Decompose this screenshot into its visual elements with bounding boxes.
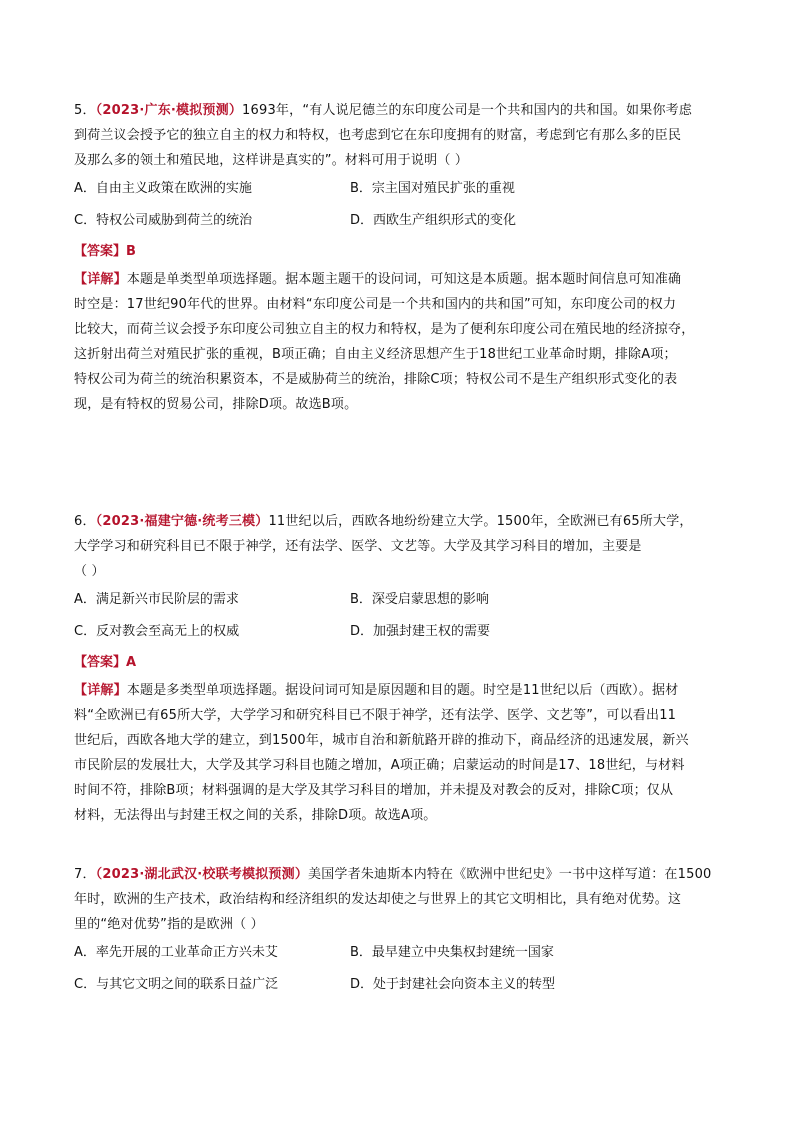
detail-line: 比较大，而荷兰议会授予东印度公司独立自主的权力和特权，是为了便利东印度公司在殖民地的经济掠夺， [74,322,695,337]
question-number: 7． [74,867,96,882]
detail-line: 世纪后，西欧各地大学的建立，到1500年，城市自治和新航路开辟的推动下，商品经济的迅速发展，新兴 [74,733,689,748]
answer-line [74,237,734,267]
question-stem-text: 1693年，“有人说尼德兰的东印度公司是一个共和国内的共和国。如果你考虑 [242,103,693,118]
option-a: A．满足新兴市民阶层的需求 [74,592,239,607]
option-a: A．率先开展的工业革命正方兴未艾 [74,945,278,960]
option-c: C．反对教会至高无上的权威 [74,624,240,639]
option-b: B．最早建立中央集权封建统一国家 [350,945,554,960]
option-c: C．特权公司威胁到荷兰的统治 [74,213,253,228]
question-stem-line: 年时，欧洲的生产技术，政治结构和经济组织的发达却使之与世界上的其它文明相比，具有绝对优势。这 [74,892,682,907]
detail-line: 特权公司为荷兰的统治积累资本，不是威胁荷兰的统治，排除C项；特权公司不是生产组织形式变化的表 [74,372,678,387]
option-row [74,584,734,616]
answer-label: 【答案】 [74,655,127,670]
option-row [74,616,734,648]
option-row [74,969,734,1001]
detail-line [74,678,734,703]
option-b: B．深受启蒙思想的影响 [350,592,489,607]
option-row [74,937,734,969]
detail-text: 本题是多类型单项选择题。据设问词可知是原因题和目的题。时空是11世纪以后（西欧）。据材 [126,683,679,698]
detail-line: 这折射出荷兰对殖民扩张的重视，B项正确；自由主义经济思想产生于18世纪工业革命时期，排除A项； [74,347,677,362]
question-stem-line: （ ） [74,564,105,579]
question-stem-line: 大学学习和研究科目已不限于神学，还有法学、医学、文艺等。大学及其学习科目的增加，主要是 [74,539,642,554]
answer-label: 【答案】 [74,244,127,259]
detail-line: 时间不符，排除B项；材料强调的是大学及其学习科目的增加，并未提及对教会的反对，排除C项；仅从 [74,783,674,798]
detail-block [74,267,734,417]
question-stem-line [74,862,734,887]
detail-line: 现，是有特权的贸易公司，排除D项。故选B项。 [74,397,358,412]
answer-value: A [126,655,137,670]
detail-label: 【详解】 [74,272,127,287]
option-d: D．西欧生产组织形式的变化 [350,213,517,228]
option-d: D．加强封建王权的需要 [350,624,491,639]
question-5 [74,98,734,417]
option-d: D．处于封建社会向资本主义的转型 [350,977,556,992]
answer-value: B [126,244,136,259]
question-stem-line [74,509,734,534]
question-stem-line [74,98,734,123]
question-stem-line: 及那么多的领土和殖民地，这样讲是真实的”。材料可用于说明（ ） [74,153,469,168]
question-source: （2023·福建宁德·统考三模） [95,514,269,529]
question-6 [74,509,734,828]
option-row [74,173,734,205]
question-source: （2023·湖北武汉·校联考模拟预测） [95,867,309,882]
option-row [74,205,734,237]
answer-line [74,648,734,678]
option-c: C．与其它文明之间的联系日益广泛 [74,977,279,992]
detail-line: 材料，无法得出与封建王权之间的关系，排除D项。故选A项。 [74,808,437,823]
option-a: A．自由主义政策在欧洲的实施 [74,181,252,196]
detail-text: 本题是单类型单项选择题。据本题主题干的设问词，可知这是本质题。据本题时间信息可知准确 [126,272,682,287]
question-number: 5． [74,103,96,118]
detail-line: 时空是：17世纪90年代的世界。由材料“东印度公司是一个共和国内的共和国”可知，东印度公司的权力 [74,297,677,312]
detail-label: 【详解】 [74,683,127,698]
question-stem-text: 11世纪以后，西欧各地纷纷建立大学。1500年，全欧洲已有65所大学， [268,514,693,529]
question-stem-line: 到荷兰议会授予它的独立自主的权力和特权，也考虑到它在东印度拥有的财富，考虑到它有那么多的臣民 [74,128,682,143]
detail-block [74,678,734,828]
question-7 [74,862,734,1001]
question-stem-text: 美国学者朱迪斯本内特在《欧洲中世纪史》一书中这样写道：在1500 [308,867,712,882]
detail-line: 市民阶层的发展壮大，大学及其学习科目也随之增加，A项正确；启蒙运动的时间是17、18世纪，与材料 [74,758,685,773]
detail-line [74,267,734,292]
question-source: （2023·广东·模拟预测） [95,103,243,118]
detail-line: 料“全欧洲已有65所大学，大学学习和研究科目已不限于神学，还有法学、医学、文艺等”，可以看出11 [74,708,677,723]
option-b: B．宗主国对殖民扩张的重视 [350,181,515,196]
question-number: 6． [74,514,96,529]
question-stem-line: 里的“绝对优势”指的是欧洲（ ） [74,917,264,932]
